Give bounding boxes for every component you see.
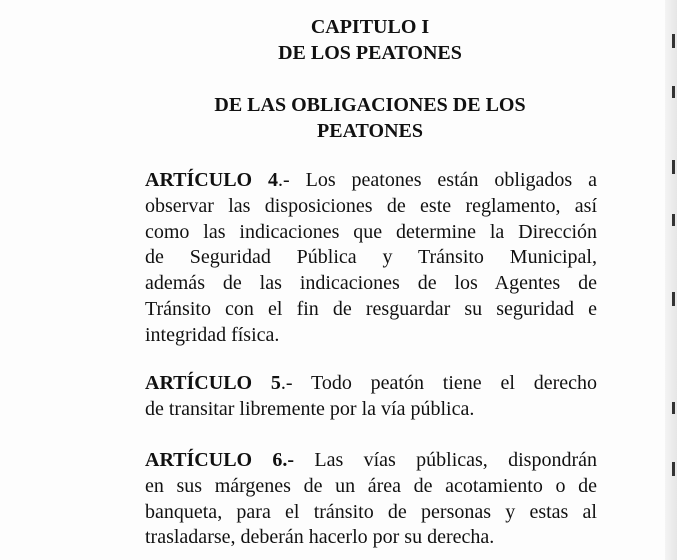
edge-glyph-fragment — [672, 34, 675, 48]
article-4-line-1 — [145, 168, 597, 194]
article-4-line-2: observar las disposiciones de este reglamento, así — [145, 194, 597, 217]
article-6-text-1: Las vías públicas, dispondrán — [294, 449, 597, 471]
edge-glyph-fragment — [672, 214, 675, 226]
article-5-line-1 — [145, 371, 597, 397]
article-6-line-2: en sus márgenes de un área de acotamiento o de — [145, 474, 597, 497]
article-6 — [145, 448, 597, 551]
article-5-line-2: de transitar libremente por la vía pública. — [145, 397, 475, 420]
edge-glyph-fragment — [672, 402, 675, 414]
article-5-text-1: .- Todo peatón tiene el derecho — [280, 372, 597, 394]
article-4-title: ARTÍCULO 4 — [145, 169, 279, 191]
article-6-line-1 — [145, 448, 597, 474]
chapter-title: CAPITULO I — [310, 16, 430, 38]
article-6-line-4: trasladarse, deberán hacerlo por su derecha. — [145, 526, 495, 549]
section-title-line-1: DE LAS OBLIGACIONES DE LOS — [214, 94, 526, 116]
article-4-line-3: como las indicaciones que determine la Dirección — [145, 220, 597, 243]
article-4-line-7: integridad física. — [145, 323, 280, 346]
edge-glyph-fragment — [672, 86, 675, 98]
article-4 — [145, 168, 597, 349]
article-5 — [145, 371, 597, 423]
article-5-title: ARTÍCULO 5 — [145, 372, 281, 394]
edge-glyph-fragment — [672, 160, 675, 174]
edge-glyph-fragment — [672, 292, 675, 306]
chapter-heading — [145, 14, 595, 66]
section-title-line-2: PEATONES — [317, 120, 423, 142]
article-4-line-6: Tránsito con el fin de resguardar su seguridad e — [145, 297, 597, 320]
article-4-line-5: además de las indicaciones de los Agentes de — [145, 272, 597, 295]
article-4-line-4: de Seguridad Pública y Tránsito Municipal, — [145, 246, 597, 269]
article-6-line-3: banqueta, para el tránsito de personas y estas al — [145, 500, 597, 523]
article-6-title: ARTÍCULO 6.- — [145, 449, 295, 471]
article-4-text-1: .- Los peatones están obligados a — [278, 169, 597, 191]
section-heading — [145, 92, 595, 144]
page-edge-shadow — [665, 0, 677, 560]
edge-glyph-fragment — [672, 462, 675, 476]
chapter-subtitle: DE LOS PEATONES — [278, 42, 462, 64]
